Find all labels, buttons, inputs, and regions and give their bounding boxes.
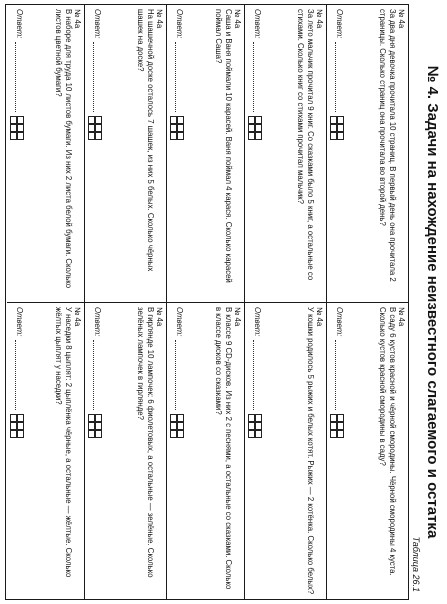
answer-line[interactable] — [15, 42, 24, 112]
task-table — [5, 4, 409, 600]
answer-line[interactable] — [253, 340, 262, 410]
answer-row — [170, 9, 184, 140]
task-text: У наседки 8 цыплят: 2 цыплёнка чёрные, а остальные — жёлтые. Сколько жёлтых цыплят у наседки? — [54, 307, 73, 578]
answer-boxes[interactable] — [170, 116, 184, 140]
task-text: За лето мальчик прочитал 9 книг. Со сказками было 5 книг, а остальные со стихами. Сколько книг со стихами прочитал мальчик? — [296, 9, 315, 281]
table-caption: Таблица 26.1 — [411, 536, 421, 592]
answer-row — [330, 9, 344, 140]
task-cell — [84, 5, 166, 303]
task-text: В классе 9 CD-дисков. Из них 2 с песнями, а остальные со сказками. Сколько в классе дисков со сказками? — [214, 307, 233, 590]
answer-row — [170, 307, 184, 438]
task-cell — [166, 5, 244, 303]
page-heading: № 4. Задачи на нахождение неизвестного слагаемого и остатка — [424, 65, 441, 539]
task-cell — [7, 303, 84, 599]
task-number: № 4а — [315, 307, 324, 327]
answer-label: Ответ: — [253, 9, 262, 39]
answer-row — [10, 9, 24, 140]
answer-line[interactable] — [15, 340, 24, 410]
answer-line[interactable] — [93, 42, 102, 112]
task-text: За два дня девочка прочитала 10 страниц. В первый день она прочитала 2 страницы. Сколько страниц она прочитала во второй день? — [378, 9, 397, 282]
answer-boxes[interactable] — [170, 414, 184, 438]
task-number: № 4а — [73, 9, 82, 29]
task-number: № 4а — [155, 307, 164, 327]
answer-line[interactable] — [175, 340, 184, 410]
answer-boxes[interactable] — [248, 414, 262, 438]
task-cell — [326, 5, 408, 303]
answer-label: Ответ: — [175, 307, 184, 337]
answer-line[interactable] — [335, 42, 344, 112]
task-text: В гирлянде 10 лампочек: 6 фиолетовых, а остальные — зелёные. Сколько зелёных лампочек в гирлянде? — [136, 307, 155, 578]
answer-boxes[interactable] — [88, 414, 102, 438]
answer-row — [88, 307, 102, 438]
answer-row — [330, 307, 344, 438]
task-cell — [84, 303, 166, 599]
task-number: № 4а — [73, 307, 82, 327]
task-number: № 4а — [233, 307, 242, 327]
task-text: Саша и Ваня поймали 10 карасей. Ваня поймал 4 карася. Сколько карасей поймал Саша? — [214, 9, 233, 283]
answer-boxes[interactable] — [10, 116, 24, 140]
answer-label: Ответ: — [335, 307, 344, 337]
answer-row — [248, 307, 262, 438]
task-text: На шашечной доске осталось 7 шашек, из них 5 белых. Сколько чёрных шашек на доске? — [136, 9, 155, 272]
answer-line[interactable] — [335, 340, 344, 410]
task-text: У кошки родилось 5 рыжих и белых котят. Рыжих — 2 котёнка. Сколько белых? — [305, 307, 315, 595]
answer-label: Ответ: — [15, 9, 24, 39]
answer-row — [248, 9, 262, 140]
task-number: № 4а — [397, 307, 406, 327]
task-number: № 4а — [315, 9, 324, 29]
task-cell — [244, 5, 326, 303]
answer-line[interactable] — [253, 42, 262, 112]
answer-line[interactable] — [175, 42, 184, 112]
answer-label: Ответ: — [335, 9, 344, 39]
task-cell — [244, 303, 326, 599]
answer-row — [10, 307, 24, 438]
task-text: В наборе для труда 10 листов бумаги. Из них 2 листа белой бумаги. Сколько листов цветной бумаги? — [54, 9, 73, 289]
answer-boxes[interactable] — [88, 116, 102, 140]
task-cell — [166, 303, 244, 599]
answer-label: Ответ: — [15, 307, 24, 337]
task-cell — [7, 5, 84, 303]
task-number: № 4а — [233, 9, 242, 29]
answer-label: Ответ: — [93, 9, 102, 39]
answer-row — [88, 9, 102, 140]
task-number: № 4а — [397, 9, 406, 29]
answer-boxes[interactable] — [248, 116, 262, 140]
answer-label: Ответ: — [175, 9, 184, 39]
task-number: № 4а — [155, 9, 164, 29]
answer-boxes[interactable] — [10, 414, 24, 438]
answer-boxes[interactable] — [330, 414, 344, 438]
task-text: В саду 6 кустов красной и чёрной смородины. Чёрной смородины 4 куста. Сколько кустов красной смородины в саду? — [378, 307, 397, 576]
answer-label: Ответ: — [93, 307, 102, 337]
answer-boxes[interactable] — [330, 116, 344, 140]
answer-label: Ответ: — [253, 307, 262, 337]
answer-line[interactable] — [93, 340, 102, 410]
task-cell — [326, 303, 408, 599]
